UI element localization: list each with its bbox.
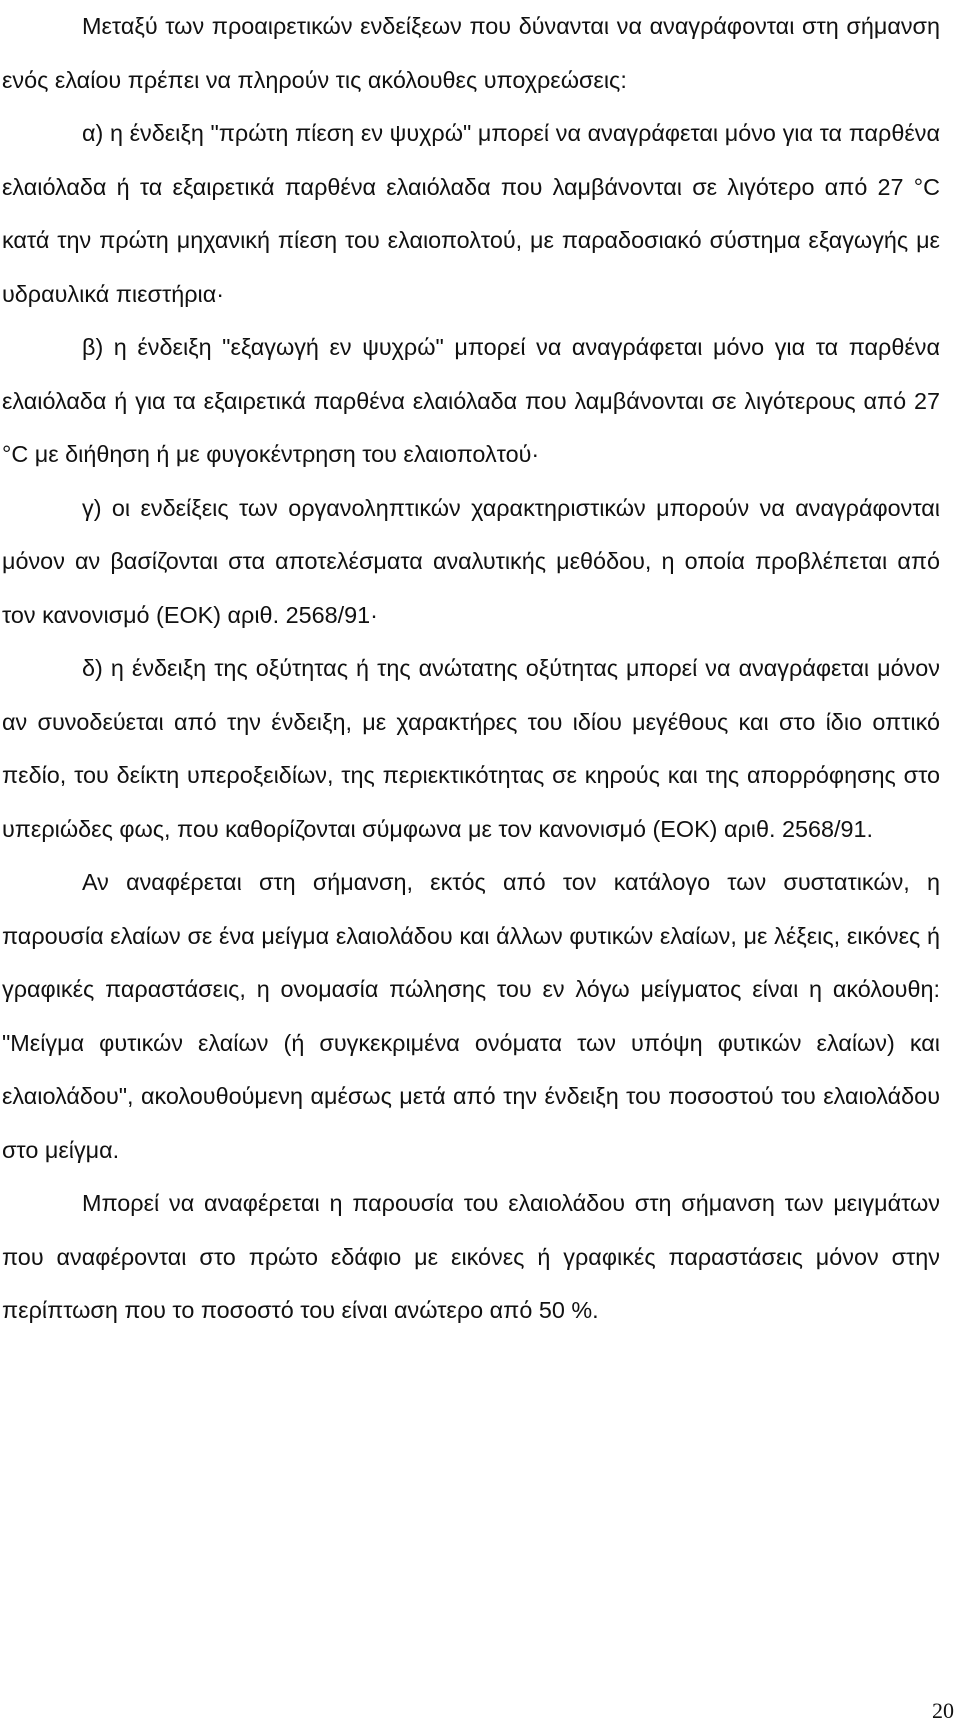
body-text — [2, 0, 940, 1338]
paragraph-item-c: γ) οι ενδείξεις των οργανοληπτικών χαρακτηριστικών μπορούν να αναγράφονται μόνον αν βασίζονται στα αποτελέσματα αναλυτικής μεθόδου, η οποία προβλέπεται από τον κανονισμό (ΕΟΚ) αριθ. 2568/91· — [2, 494, 940, 628]
paragraph-olive-oil-presence: Μπορεί να αναφέρεται η παρουσία του ελαιολάδου στη σήμανση των μειγμάτων που αναφέρονται στο πρώτο εδάφιο με εικόνες ή γραφικές παραστάσεις μόνον στην περίπτωση που το ποσοστό του είναι ανώτερο από 50 %. — [2, 1190, 940, 1323]
paragraph-intro: Μεταξύ των προαιρετικών ενδείξεων που δύνανται να αναγράφονται στη σήμανση ενός ελαίου πρέπει να πληρούν τις ακόλουθες υποχρεώσεις: — [2, 13, 940, 93]
paragraph-item-d: δ) η ένδειξη της οξύτητας ή της ανώτατης οξύτητας μπορεί να αναγράφεται μόνον αν συνοδεύεται από την ένδειξη, με χαρακτήρες του ιδίου μεγέθους και στο ίδιο οπτικό πεδίο, του δείκτη υπεροξειδίων, της περιεκτικότητας σε κηρούς και της απορρόφησης στο υπεριώδες φως, που καθορίζονται σύμφωνα με τον κανονισμό (ΕΟΚ) αριθ. 2568/91. — [2, 655, 940, 842]
paragraph-item-b: β) η ένδειξη "εξαγωγή εν ψυχρώ" μπορεί να αναγράφεται μόνο για τα παρθένα ελαιόλαδα ή για τα εξαιρετικά παρθένα ελαιόλαδα που λαμβάνονται σε λιγότερους από 27 °C με διήθηση ή με φυγοκέντρηση του ελαιοπολτού· — [2, 334, 940, 467]
paragraph-blend-labelling: Αν αναφέρεται στη σήμανση, εκτός από τον κατάλογο των συστατικών, η παρουσία ελαίων σε ένα μείγμα ελαιολάδου και άλλων φυτικών ελαίων, με λέξεις, εικόνες ή γραφικές παραστάσεις, η ονομασία πώλησης του εν λόγω μείγματος είναι η ακόλουθη: "Μείγμα φυτικών ελαίων (ή συγκεκριμένα ονόματα των υπόψη φυτικών ελαίων) και ελαιολάδου", ακολουθούμενη αμέσως μετά από την ένδειξη του ποσοστού του ελαιολάδου στο μείγμα. — [2, 869, 940, 1163]
paragraph-item-a: α) η ένδειξη "πρώτη πίεση εν ψυχρώ" μπορεί να αναγράφεται μόνο για τα παρθένα ελαιόλαδα ή τα εξαιρετικά παρθένα ελαιόλαδα που λαμβάνονται σε λιγότερο από 27 °C κατά την πρώτη μηχανική πίεση του ελαιοπολτού, με παραδοσιακό σύστημα εξαγωγής με υδραυλικά πιεστήρια· — [2, 120, 940, 307]
page-number: 20 — [932, 1698, 954, 1723]
